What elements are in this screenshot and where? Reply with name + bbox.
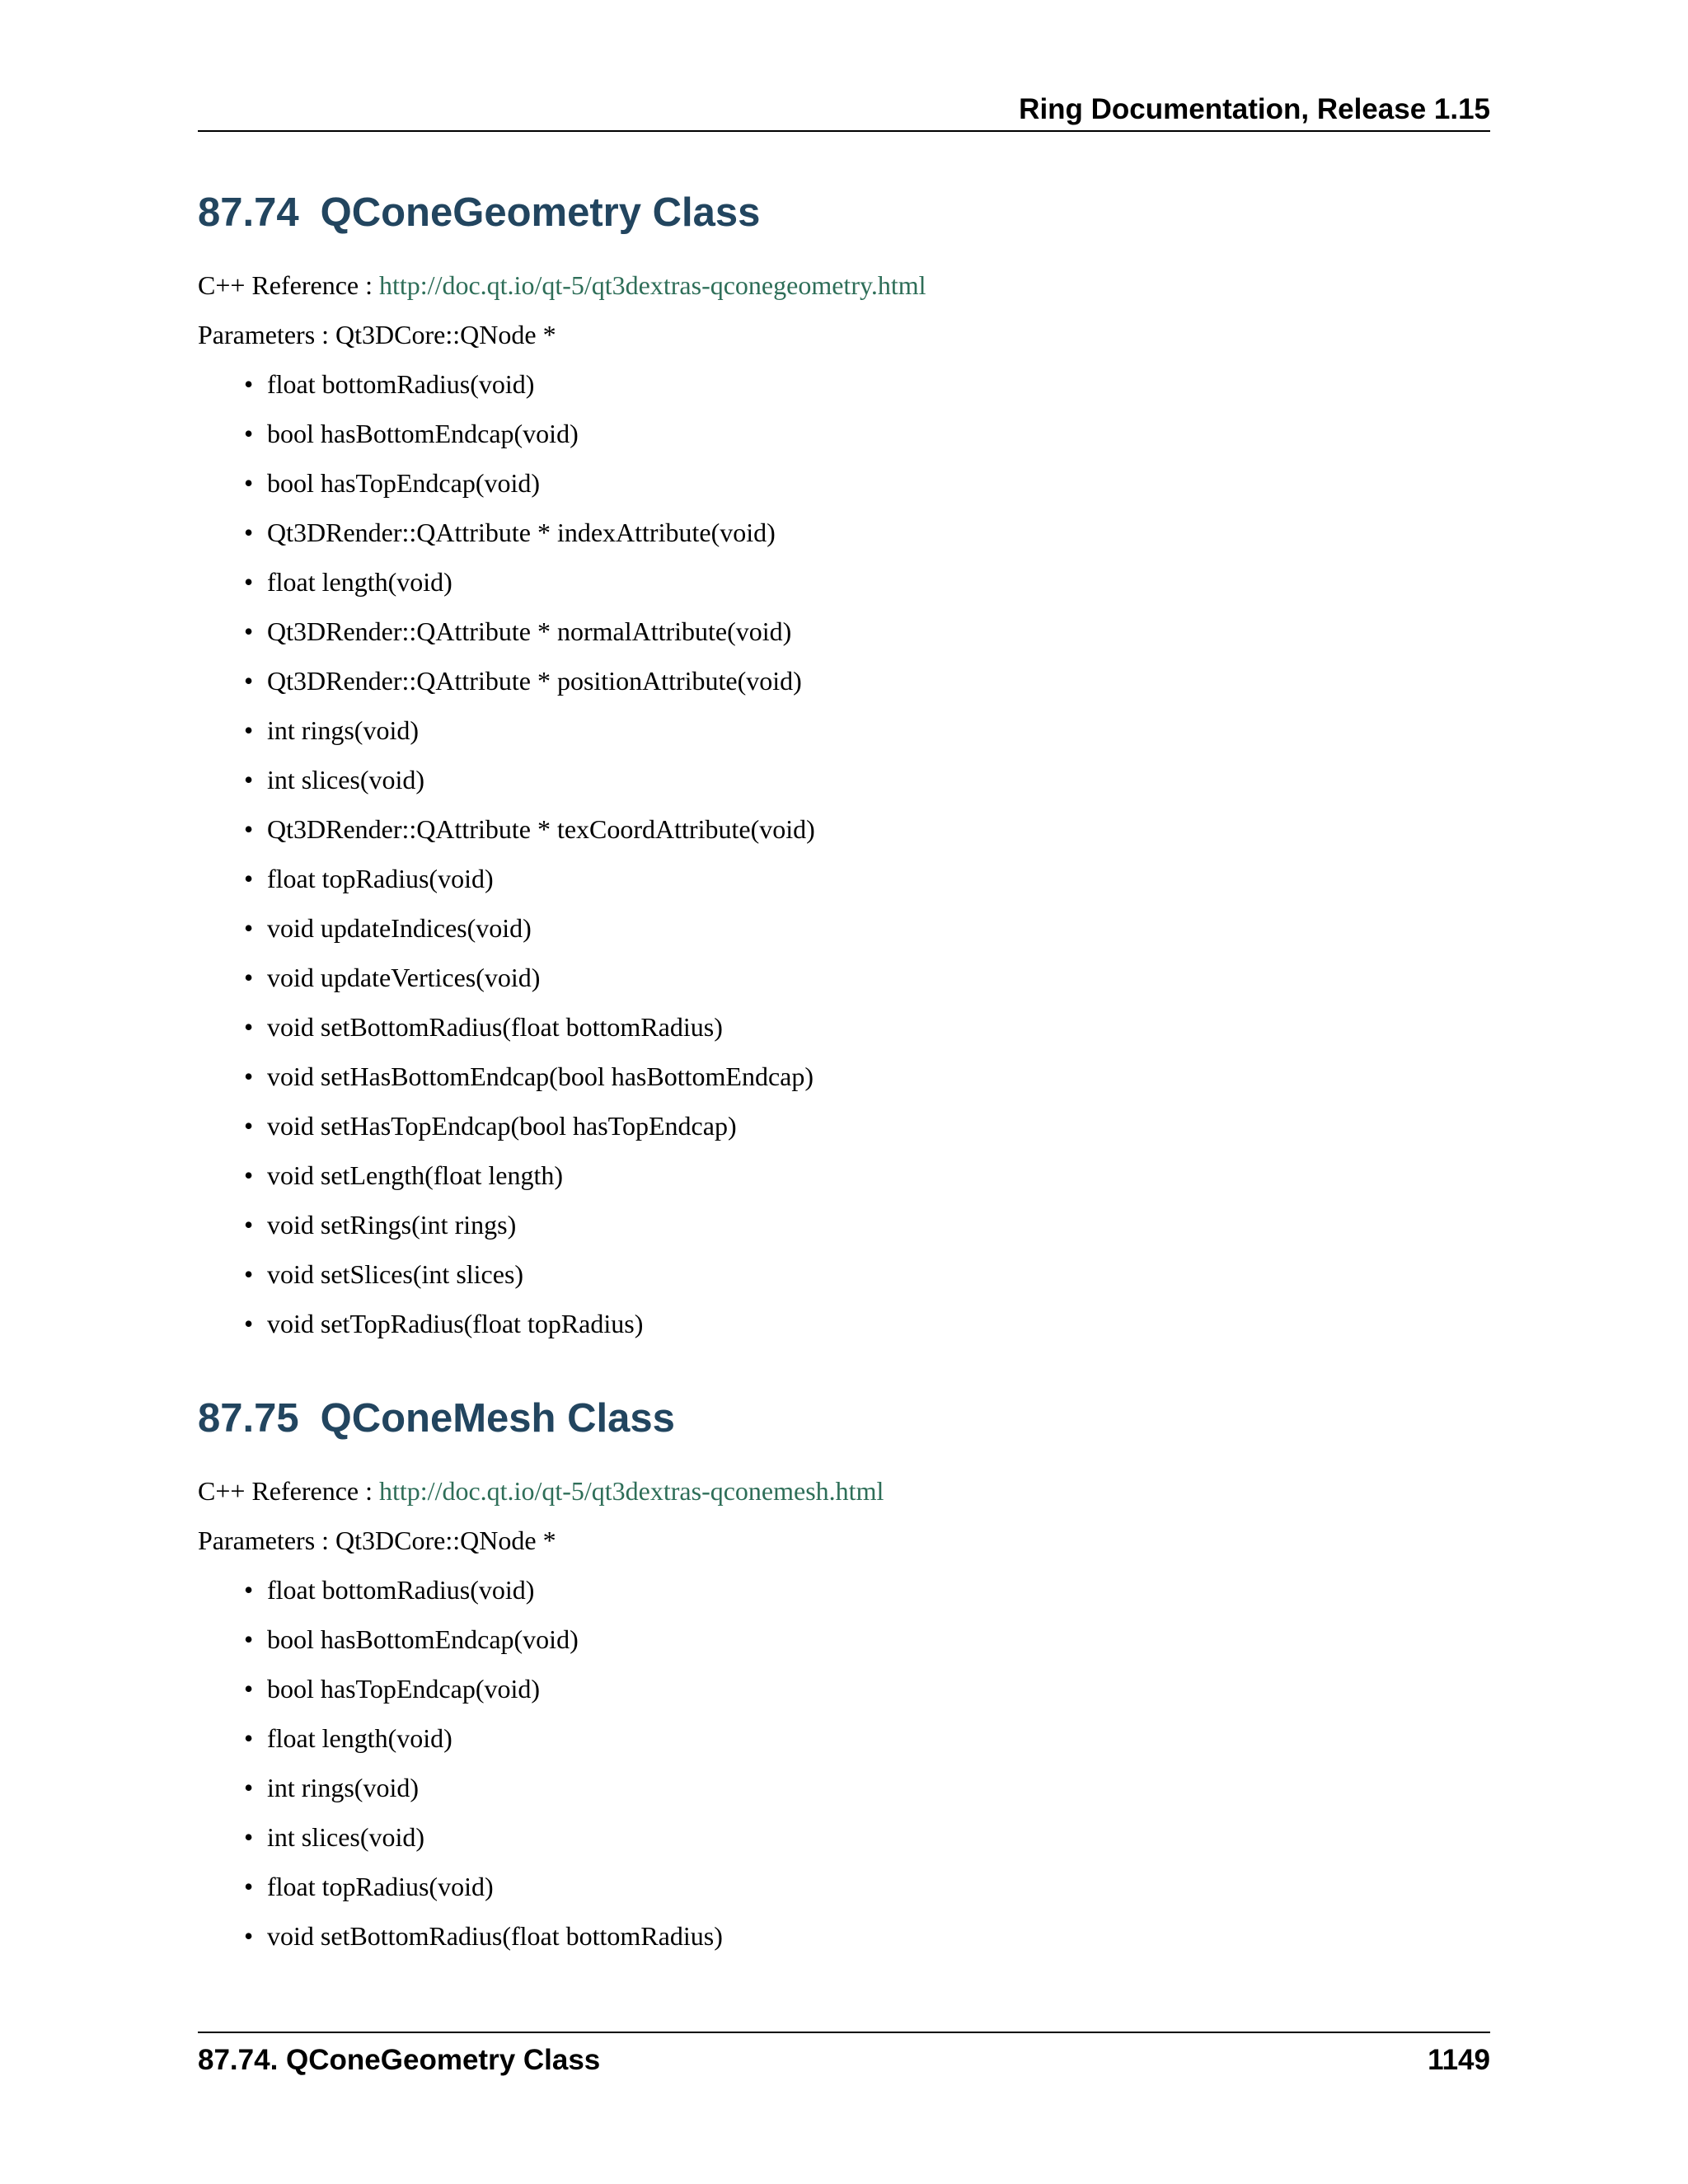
method-signature: int rings(void) [267,715,419,745]
list-item [198,368,1490,401]
section-qconemesh [198,1394,1490,1952]
method-list [198,1573,1490,1952]
method-signature: bool hasTopEndcap(void) [267,468,541,498]
method-signature: Qt3DRender::QAttribute * normalAttribute(void) [267,616,792,646]
page-content [198,188,1490,1969]
method-signature: Qt3DRender::QAttribute * indexAttribute(void) [267,518,776,547]
bullet-icon: • [244,1822,254,1852]
bullet-icon: • [244,369,254,399]
bullet-icon: • [244,518,254,547]
list-item [198,1821,1490,1854]
method-signature: bool hasTopEndcap(void) [267,1674,541,1704]
list-item [198,565,1490,598]
bullet-icon: • [244,1872,254,1901]
bullet-icon: • [244,715,254,745]
method-signature: void setLength(float length) [267,1160,564,1190]
bullet-icon: • [244,814,254,844]
bullet-icon: • [244,1259,254,1289]
method-signature: void setHasTopEndcap(bool hasTopEndcap) [267,1111,737,1141]
list-item [198,615,1490,648]
method-signature: void setBottomRadius(float bottomRadius) [267,1921,723,1951]
section-number: 87.74 [198,190,299,235]
method-signature: float topRadius(void) [267,1872,494,1901]
method-signature: void setTopRadius(float topRadius) [267,1309,644,1338]
method-signature: void updateVertices(void) [267,963,541,992]
list-item [198,1771,1490,1804]
running-header [198,91,1490,132]
list-item [198,1159,1490,1192]
bullet-icon: • [244,666,254,696]
list-item [198,862,1490,895]
list-item [198,1109,1490,1142]
list-item [198,1870,1490,1903]
reference-label: C++ Reference : [198,270,379,300]
bullet-icon: • [244,1210,254,1240]
bullet-icon: • [244,1674,254,1704]
bullet-icon: • [244,1062,254,1091]
method-signature: Qt3DRender::QAttribute * texCoordAttribute(void) [267,814,815,844]
parameters-text: Parameters : Qt3DCore::QNode * [198,1526,556,1555]
bullet-icon: • [244,1624,254,1654]
bullet-icon: • [244,1111,254,1141]
method-signature: float length(void) [267,1723,452,1753]
reference-label: C++ Reference : [198,1476,379,1506]
list-item [198,1307,1490,1340]
method-signature: int slices(void) [267,1822,425,1852]
bullet-icon: • [244,1773,254,1802]
header-title: Ring Documentation, Release 1.15 [1019,93,1490,125]
footer-section-label: 87.74. QConeGeometry Class [198,2044,601,2076]
list-item [198,1208,1490,1241]
list-item [198,961,1490,994]
bullet-icon: • [244,963,254,992]
method-signature: void setRings(int rings) [267,1210,517,1240]
bullet-icon: • [244,765,254,794]
cpp-reference [198,269,1490,302]
bullet-icon: • [244,1160,254,1190]
bullet-icon: • [244,913,254,943]
list-item [198,664,1490,697]
list-item [198,417,1490,450]
method-signature: void setBottomRadius(float bottomRadius) [267,1012,723,1042]
method-signature: float topRadius(void) [267,864,494,893]
list-item [198,1010,1490,1043]
method-signature: void updateIndices(void) [267,913,532,943]
cpp-reference [198,1474,1490,1507]
bullet-icon: • [244,1309,254,1338]
bullet-icon: • [244,419,254,448]
reference-link[interactable]: http://doc.qt.io/qt-5/qt3dextras-qconemesh.html [379,1476,884,1506]
parameters-text: Parameters : Qt3DCore::QNode * [198,320,556,349]
method-signature: Qt3DRender::QAttribute * positionAttribute(void) [267,666,802,696]
list-item [198,714,1490,747]
method-signature: float length(void) [267,567,452,597]
list-item [198,1060,1490,1093]
bullet-icon: • [244,1012,254,1042]
list-item [198,1623,1490,1656]
section-title: QConeGeometry Class [320,190,761,235]
list-item [198,1672,1490,1705]
page-number: 1149 [1428,2044,1490,2076]
list-item [198,912,1490,944]
method-list [198,368,1490,1340]
section-qconegeometry [198,188,1490,1340]
method-signature: bool hasBottomEndcap(void) [267,419,579,448]
method-signature: void setHasBottomEndcap(bool hasBottomEndcap) [267,1062,814,1091]
section-heading [198,1394,1490,1443]
method-signature: float bottomRadius(void) [267,1575,535,1605]
method-signature: int rings(void) [267,1773,419,1802]
list-item [198,813,1490,846]
bullet-icon: • [244,864,254,893]
section-number: 87.75 [198,1396,299,1441]
bullet-icon: • [244,616,254,646]
list-item [198,516,1490,549]
method-signature: float bottomRadius(void) [267,369,535,399]
bullet-icon: • [244,1575,254,1605]
section-title: QConeMesh Class [320,1396,675,1441]
section-heading [198,188,1490,237]
list-item [198,1258,1490,1291]
list-item [198,1722,1490,1755]
list-item [198,763,1490,796]
bullet-icon: • [244,468,254,498]
bullet-icon: • [244,1723,254,1753]
method-signature: void setSlices(int slices) [267,1259,524,1289]
reference-link[interactable]: http://doc.qt.io/qt-5/qt3dextras-qconegeometry.html [379,270,926,300]
method-signature: int slices(void) [267,765,425,794]
list-item [198,1919,1490,1952]
section-spacer [198,1357,1490,1394]
bullet-icon: • [244,1921,254,1951]
running-footer [198,2032,1490,2079]
bullet-icon: • [244,567,254,597]
list-item [198,466,1490,499]
list-item [198,1573,1490,1606]
method-signature: bool hasBottomEndcap(void) [267,1624,579,1654]
